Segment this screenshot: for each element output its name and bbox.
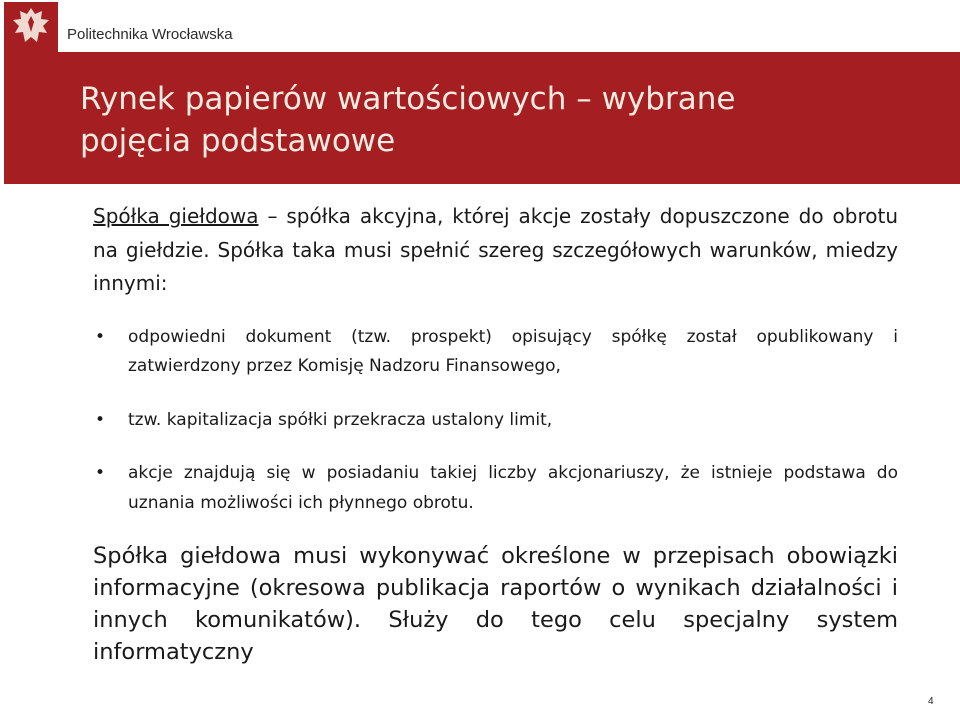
eagle-crest-icon [4,2,58,50]
intro-paragraph [93,200,898,301]
conditions-list [93,323,898,519]
list-item: • tzw. kapitalizacja spółki przekracza ustalony limit, [93,406,898,436]
closing-paragraph: Spółka giełdowa musi wykonywać określone w przepisach obowiązki informacyjne (okresowa publikacja raportów o wynikach działalności i innych komunikatów). Służy do tego celu specjalny system informatyczny [93,543,898,665]
page-number: 4 [928,696,934,707]
side-accent-bar [4,50,58,184]
slide-body [93,200,898,668]
brand-name: Politechnika Wrocławska [67,26,233,43]
list-item: • odpowiedni dokument (tzw. prospekt) opisujący spółkę został opublikowany i zatwierdzony przez Komisję Nadzoru Finansowego, [93,323,898,382]
intro-definition: – spółka akcyjna, której akcje zostały dopuszczone do obrotu na giełdzie. Spółka taka musi spełnić szereg szczegółowych warunków, miedzy innymi: [93,204,898,295]
slide-title-line-1: Rynek papierów wartościowych – wybrane [80,81,736,117]
slide-title [80,78,840,162]
slide-title-line-2: pojęcia podstawowe [80,123,396,159]
term-spolka-gieldowa: Spółka giełdowa [93,204,259,228]
list-item: • akcje znajdują się w posiadaniu takiej liczby akcjonariuszy, że istnieje podstawa do uznania możliwości ich płynnego obrotu. [93,459,898,518]
eagle-crest-shape [4,2,58,50]
